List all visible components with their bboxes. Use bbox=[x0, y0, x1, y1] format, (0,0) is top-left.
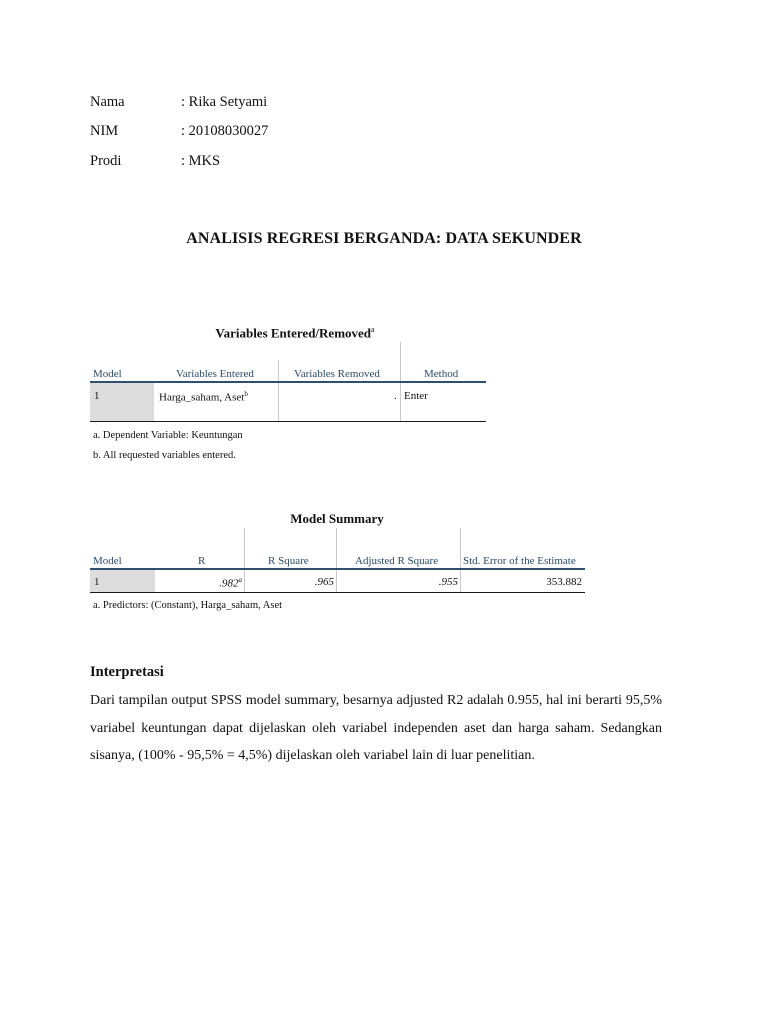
prodi-value: : MKS bbox=[181, 153, 221, 169]
nim-value: : 20108030027 bbox=[181, 123, 269, 139]
name-value: : Rika Setyami bbox=[181, 94, 268, 110]
row-method: Enter bbox=[404, 390, 428, 402]
row-r-square-value: .965 bbox=[314, 576, 334, 588]
row-label-shade bbox=[90, 383, 154, 421]
col-header-r: R bbox=[198, 555, 206, 567]
interpretation-body: Dari tampilan output SPSS model summary, besarnya adjusted R2 adalah 0.955, hal ini berarti 95,5% variabel keuntungan dapat dijelaskan oleh variabel independen aset dan harga saham. Sedangkan sisanya, (100% - 95,5% = 4,5%) dijelaskan oleh variabel lain di luar penelitian. bbox=[90, 693, 662, 763]
col-header-method: Method bbox=[424, 368, 459, 380]
row-variables-entered bbox=[159, 390, 248, 404]
document-title: ANALISIS REGRESI BERGANDA: DATA SEKUNDER bbox=[186, 230, 582, 247]
prodi-label: Prodi bbox=[90, 153, 122, 169]
header-rule bbox=[90, 568, 585, 570]
row-r-value bbox=[219, 576, 242, 590]
variables-table-title-text: Variables Entered/Removed bbox=[215, 325, 372, 341]
footnote-a: a. Dependent Variable: Keuntungan bbox=[93, 430, 243, 441]
footnote-a: a. Predictors: (Constant), Harga_saham, Aset bbox=[93, 600, 283, 611]
model-summary-title: Model Summary bbox=[290, 511, 384, 526]
r-value-sup: a bbox=[238, 576, 242, 584]
col-header-adjusted-r-square: Adjusted R Square bbox=[355, 555, 439, 567]
row-model-value: 1 bbox=[94, 390, 100, 402]
col-header-std-error: Std. Error of the Estimate bbox=[463, 555, 576, 567]
interpretation-heading: Interpretasi bbox=[90, 664, 164, 680]
col-header-model: Model bbox=[93, 368, 122, 380]
table-bottom-rule bbox=[90, 421, 486, 422]
row-label-shade bbox=[90, 570, 155, 592]
col-header-variables-entered: Variables Entered bbox=[176, 368, 254, 380]
column-divider bbox=[460, 528, 461, 593]
column-divider bbox=[244, 528, 245, 593]
row-variables-removed: . bbox=[394, 390, 397, 402]
row-std-error-value: 353.882 bbox=[546, 576, 582, 588]
footnote-b: b. All requested variables entered. bbox=[93, 450, 236, 461]
variables-entered-text: Harga_saham, Aset bbox=[159, 391, 245, 404]
col-header-model: Model bbox=[93, 555, 122, 567]
column-divider bbox=[278, 360, 279, 422]
name-label: Nama bbox=[90, 94, 125, 110]
row-adjusted-r-square-value: .955 bbox=[438, 576, 458, 588]
col-header-variables-removed: Variables Removed bbox=[294, 368, 380, 380]
variables-entered-sup: b bbox=[244, 390, 248, 398]
col-header-r-square: R Square bbox=[268, 555, 309, 567]
column-divider bbox=[336, 528, 337, 593]
row-model-value: 1 bbox=[94, 576, 100, 588]
nim-label: NIM bbox=[90, 123, 119, 139]
variables-table-title bbox=[180, 325, 410, 341]
r-value-text: .982 bbox=[219, 577, 239, 590]
variables-table-title-sup: a bbox=[371, 325, 375, 334]
table-bottom-rule bbox=[90, 592, 585, 593]
